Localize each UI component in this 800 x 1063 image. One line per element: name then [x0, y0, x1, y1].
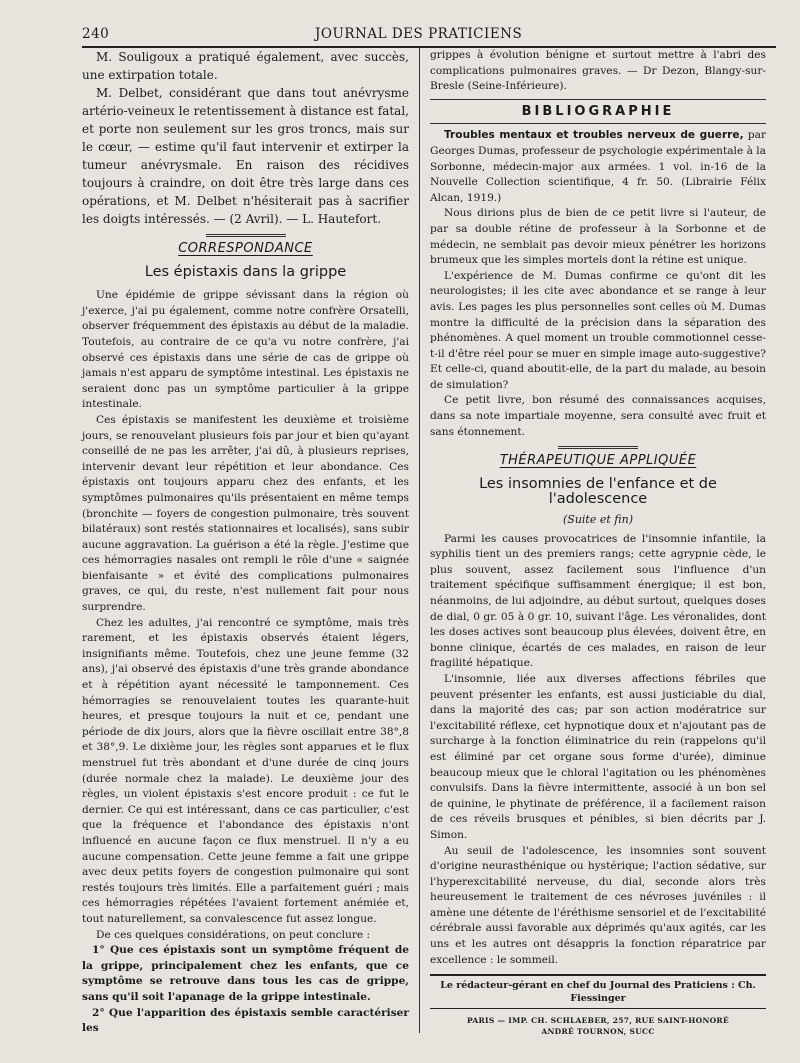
therapeutique-heading: THÉRAPEUTIQUE APPLIQUÉE [499, 453, 697, 469]
epistaxis-paragraph: Une épidémie de grippe sévissant dans la région où j'exerce, j'ai pu également, comme notre confrère Orsatelli, observer fréquemment des épistaxis au début de la maladie. Toutefois, au contraire de ce qu'a vu notre confrère, j'ai observé ces épistaxis dans une série de cas de grippe où jamais n'est apparu de symptôme intestinal. Les épistaxis ne seraient donc pas un symptôme particulier à la grippe intestinale. [82, 289, 409, 411]
review-paragraph: Ce petit livre, bon résumé des connaissances acquises, dans sa note impartiale moyenne, sera consulté avec fruit et sans étonnement. [430, 394, 766, 438]
article-subtitle: (Suite et fin) [563, 513, 633, 527]
conclusion-item: 2° Que l'apparition des épistaxis semble caractériser les [82, 1006, 409, 1035]
souligoux-paragraph: M. Souligoux a pratiqué également, avec succès, une extirpation totale. [82, 50, 409, 82]
book-title: Troubles mentaux et troubles nerveux de guerre, [444, 129, 744, 142]
delbet-paragraph: M. Delbet, considérant que dans tout anévrysme artério-veineux le retentissement à distance est fatal, et porte non seulement sur les gros troncs, mais sur le cœur, — estime qu'il faut intervenir et extirper la tumeur anévrysmale. En raison des récidives toujours à craindre, on doit être très large dans ces opérations, et M. Delbet n'hésiterait pas à sacrifier les doigts intéressés. — (2 Avril). — L. Hautefort. [82, 86, 409, 226]
printer-line: PARIS — IMP. CH. SCHLAEBER, 257, RUE SAINT-HONORÉ [467, 1016, 729, 1026]
epistaxis-paragraph: Ces épistaxis se manifestent les deuxième et troisième jours, se renouvelant plusieurs fois par jour et bien qu'ayant conseillé de ne pas les arrêter, j'ai dû, à plusieurs reprises, intervenir devant leur répétition et leur abondance. Ces épistaxis ont toujours apparu chez des enfants, et les symptômes pulmonaires qu'ils présentaient en même temps (bronchite — foyers de congestion pulmonaire, très souvent bilatéraux) sont restés stationnaires et localisés), sans subir aucune aggravation. La guérison a été la règle. J'estime que ces hémorragies nasales ont rempli le rôle d'une « saignée bienfaisante » et évité des complications pulmonaires graves, ce qui, du reste, n'est nullement fait pour nous surprendre. [82, 413, 409, 614]
book-details: par Georges Dumas, professeur de psychologie expérimentale à la Sorbonne, médecin-major aux armées. 1 vol. in-16 de la Nouvelle Collection scientifique, 4 fr. 50. (Librairie Félix Alcan, 1919.) [430, 129, 767, 204]
book-entry [430, 128, 766, 206]
left-column [82, 48, 419, 1033]
journal-title: JOURNAL DES PRATICIENS [315, 26, 523, 42]
section-divider [558, 446, 638, 449]
insomnies-paragraph: Parmi les causes provocatrices de l'insomnie infantile, la syphilis tient un des premiers rangs; cette agrypnie cède, le plus souvent, assez facilement sous l'influence d'un traitement spécifique suffisamment énergique; il est bon, néanmoins, de lui adjoindre, au début surtout, quelques doses de dial, 0 gr. 05 à 0 gr. 10, suivant l'âge. Les véronalides, dont les doses actives sont beaucoup plus élevées, doivent être, en bonne clinique, écartés de ces malades, en raison de leur fragilité hépatique. [430, 532, 766, 670]
two-column-body [82, 48, 776, 1037]
page-number: 240 [82, 26, 110, 42]
correspondance-heading: CORRESPONDANCE [178, 241, 313, 256]
section-divider [206, 234, 286, 237]
right-column [419, 48, 767, 1037]
printer-imprint [430, 1015, 766, 1037]
bibliographie-heading: BIBLIOGRAPHIE [521, 103, 675, 119]
conclusions-list [82, 943, 409, 1037]
insomnies-article-title: Les insomnies de l'enfance et de l'adolescence [479, 475, 717, 508]
review-paragraph: L'expérience de M. Dumas confirme ce qu'ont dit les neurologistes; il les cite avec abondance et se range à leur avis. Les pages les plus personnelles sont celles où M. Dumas montre la difficulté de la précision dans la séparation des phénomènes. A quel moment un trouble commotionnel cesse-t-il d'être réel pour se muer en simple image auto-suggestive? Et celle-ci, quand aboutit-elle, de la part du malade, au besoin de simulation? [430, 269, 766, 391]
epistaxis-paragraph: Chez les adultes, j'ai rencontré ce symptôme, mais très rarement, et les épistaxis observés étaient légers, insignifiants même. Toutefois, chez une jeune femme (32 ans), j'ai observé des épistaxis d'une très grande abondance et à répétition ayant nécessité le tamponnement. Ces hémorragies se renouvelaient toutes les quarante-huit heures, et presque toujours la nuit et ce, pendant une période de dix jours, alors que la fièvre oscillait entre 38°,8 et 38°,9. Le dixième jour, les règles sont apparues et le flux menstruel fut très abondant et d'une durée de cinq jours (durée normale chez la malade). Le deuxième jour des règles, un violent épistaxis s'est encore produit : ce fut le dernier. Ce qui est intéressant, dans ce cas particulier, c'est que la fréquence et l'abondance des épistaxis n'ont influencé en aucune façon ce flux menstruel. Il n'y a eu aucune compensation. Cette jeune femme a fait une grippe avec deux petits foyers de congestion pulmonaire qui sont restés toujours très limités. Elle a parfaitement guéri ; mais ces hémorragies répétées l'avaient fortement anémiée et, tout naturellement, sa convalescence fut assez longue. [82, 616, 409, 925]
editor-footer: Le rédacteur-gérant en chef du Journal des Praticiens : Ch. Fiessinger [430, 974, 766, 1009]
printer-line: ANDRÉ TOURNON, SUCC [541, 1027, 655, 1037]
section-divider [430, 99, 766, 100]
section-divider [430, 123, 766, 124]
review-paragraph: Nous dirions plus de bien de ce petit livre si l'auteur, de par sa double rétine de professeur à la Sorbonne et de médecin, ne semblait pas devoir mieux pénétrer les horizons brumeux que les simples mortels dont la rétine est unique. [430, 207, 766, 267]
conclusion-item: 1° Que ces épistaxis sont un symptôme fréquent de la grippe, principalement chez les enfants, que ce symptôme se retrouve dans tous les cas de grippe, sans qu'il soit l'apanage de la grippe intestinale. [82, 944, 409, 1003]
insomnies-paragraph: Au seuil de l'adolescence, les insomnies sont souvent d'origine neurasthénique ou hystérique; l'action sédative, sur l'hyperexcitabilité nerveuse, du dial, seconde alors très heureusement le traitement de ces névroses juvéniles : il amène une détente de l'éréthisme sensoriel et de l'excitabilité cérébrale aussi favorable aux déprimés qu'aux agités, car les uns et les autres ont désappris la fonction réparatrice par excellence : le sommeil. [430, 844, 766, 966]
dezon-paragraph: grippes à évolution bénigne et surtout mettre à l'abri des complications pulmonaires graves. — Dr Dezon, Blangy-sur-Bresle (Seine-Inférieure). [430, 49, 766, 93]
epistaxis-paragraph: De ces quelques considérations, on peut conclure : [96, 928, 371, 941]
running-head [82, 26, 776, 42]
epistaxis-article-title: Les épistaxis dans la grippe [144, 263, 347, 280]
insomnies-paragraph: L'insomnie, liée aux diverses affections fébriles que peuvent présenter les enfants, est aussi justiciable du dial, dans la majorité des cas; par son action modératrice sur l'excitabilité réflexe, cet hypnotique doux et n'ajoutant pas de surcharge à la fonction éliminatrice du rein (rappelons qu'il est éliminé par cet organe sous forme d'urée), diminue beaucoup mieux que le chloral l'agitation ou les phénomènes convulsifs. Dans la fièvre intermittente, associé à un bon sel de quinine, le phytinate de préférence, il a facilement raison de ces réveils brusques et pénibles, si bien décrits par J. Simon. [430, 672, 766, 841]
